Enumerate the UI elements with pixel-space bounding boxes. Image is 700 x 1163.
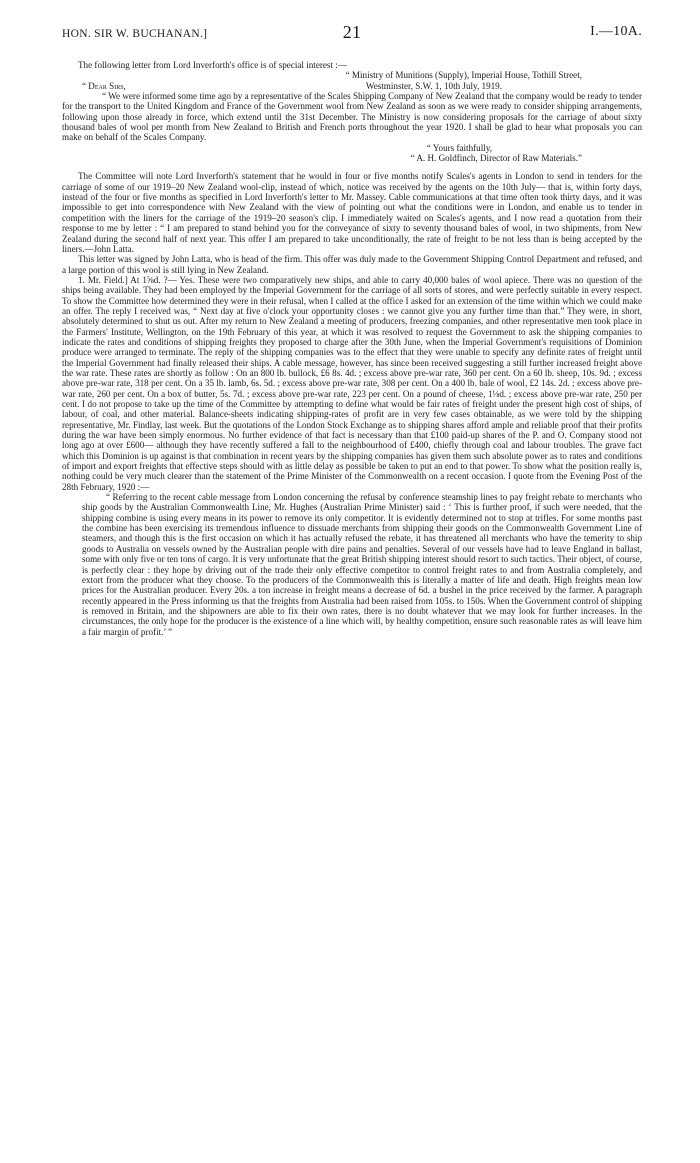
header-member-name: HON. SIR W. BUCHANAN.]	[62, 28, 208, 40]
letter-body: “ We were informed some time ago by a representative of the Scales Shipping Company of New Zealand that the company would be ready to tender for the transport to the United Kingdom and France of the Government wool from New Zealand as soon as we were ready to consider shipping arrangements, following upon those already in force, which extend until the 31st December. The Ministry is now considering proposals for the carriage of about sixty thousand bales of wool per month from New Zealand to British and French ports throughout the year 1920. I shall be glad to hear what proposals you can make on behalf of the Scales Company.	[62, 91, 642, 143]
letter-closing: “ Yours faithfully,	[426, 142, 492, 153]
paragraph: 1. Mr. Field.] At 1⅝d. ?— Yes. These were two comparatively new ships, and able to carry 40,000 bales of wool apiece. There was no question of the ships being available. They had been employed by the Imperial Government for the carriage of all sorts of stores, and were perfectly suitable in every respect. To show the Committee how determined they were in their refusal, when I called at the office I asked for an extension of the time within which we could make an offer. The reply I received was, “ Next day at five o'clock your opportunity closes : we cannot give you any further time than that.” They were, in short, absolutely determined to shut us out. After my return to New Zealand a meeting of producers, freezing companies, and other representative men took place in the Farmers' Institute, Wellington, on the 19th February of this year, at which it was resolved to request the Government to ask the shipping companies to indicate the rates and conditions of shipping freights they proposed to charge after the 30th June, when the Imperial Government's requisitions of Dominion produce were arranged to terminate. The reply of the shipping companies was to the effect that they were unable to specify any definite rates of freight until the Imperial Government had finally released their ships. A cable message, however, has since been received suggesting a still further increased freight above the war rate. These rates are shortly as follow : On an 800 lb. bullock, £6 8s. 4d. ; excess above pre-war rate, 360 per cent. On a 60 lb. sheep, 10s. 9d. ; excess above pre-war rate, 318 per cent. On a 35 lb. lamb, 6s. 5d. ; excess above pre-war rate, 308 per cent. On a 400 lb. bale of wool, £2 14s. 2d. ; excess above pre-war rate, 260 per cent. On a box of butter, 5s. 7d. ; excess above pre-war rate, 223 per cent. On a pound of cheese, 1⅛d. ; excess above pre-war rate, 250 per cent. I do not propose to take up the time of the Committee by attempting to define what would be fair rates of freight under the present high cost of ships, of labour, of coal, and other material. Balance-sheets indicating shipping-rates of profit are in very few cases obtainable, as we were told by the shipping representative, Mr. Findlay, last week. But the quotations of the London Stock Exchange as to shipping shares afford ample and reliable proof that their profits during the war have been simply enormous. No further evidence of that fact is necessary than that £100 paid-up shares of the P. and O. Company stood not long ago at over £600— although they have recently suffered a fall to the neighbourhood of £400, chiefly through coal and labour troubles. The grave fact which this Dominion is up against is that combination in recent years by the shipping companies has given them such absolute power as to rates and conditions of import and export freights that effective steps should with as little delay as possible be taken to put an end to that power. To show what the position really is, nothing could be very much clearer than the statement of the Prime Minister of the Commonwealth on a recent occasion. I quote from the Evening Post of the 28th February, 1920 :—	[62, 274, 642, 492]
letter-salutation-row	[62, 81, 642, 91]
letter-intro: The following letter from Lord Inverforth's office is of special interest :—	[78, 60, 347, 70]
block-quote: “ Referring to the recent cable message from London concerning the refusal by conference steamship lines to pay freight rebate to merchants who ship goods by the Australian Commonwealth Line, Mr. Hughes (Australian Prime Minister) said : ‘ This is further proof, if such were needed, that the shipping combine is using every means in its power to remove its only competitor. It is evidently determined not to stop at trifles. For some months past the combine has been exercising its tremendous influence to dissuade merchants from shipping their goods on the Commonwealth Government Line of steamers, and though this is the first occasion on which it has actually refused the rebate, it has threatened all merchants who have the temerity to ship goods to Australia on vessels owned by the Australian people with dire pains and penalties. Several of our vessels have had to leave England in ballast, some with only five or ten tons of cargo. It is very unfortunate that the great British shipping interest should resort to such tactics. Their object, of course, is perfectly clear : they hope by driving out of the trade their only effective competitor to control freight rates to and from Australia completely, and extort from the producer what they choose. To the producers of the Commonwealth this is literally a matter of life and death. High freights mean low prices for the Australian producer. Every 20s. a ton increase in freight means a decrease of 6d. a bushel in the price received by the farmer. A paragraph recently appeared in the Press informing us that the freights from Australia had been raised from 105s. to 150s. When the Government control of shipping is removed in Britain, and the shipowners are able to fix their own rates, there is no doubt whatever that we may look for further increases. In the circumstances, the only hope for the producer is the existence of a line which will, by healthy competition, ensure such reasonable rates as will leave him a fair margin of profit.’ ”	[82, 492, 642, 637]
letter-signature: “ A. H. Goldfinch, Director of Raw Materials.”	[410, 153, 582, 164]
page-header	[62, 22, 642, 44]
spacer	[62, 163, 642, 171]
document-reference: I.—10A.	[590, 24, 642, 39]
letter-salutation: “ Dear Sirs,	[82, 80, 126, 91]
document-body	[62, 60, 642, 637]
letter-address-line2: Westminster, S.W. 1, 10th July, 1919.	[365, 80, 502, 91]
paragraph: The Committee will note Lord Inverforth's statement that he would in four or five months notify Scales's agents in London to send in tenders for the carriage of some of our 1919–20 New Zealand wool-clip, instead of which, notice was received by the agents on the 10th July— that is, within forty days, instead of the four or five months as specified in Lord Inverforth's letter to Mr. Massey. Cable communications at that time often took thirty days, and it was impossible to get into correspondence with New Zealand with the view of pointing out what the conditions were in London, and enable us to tender in competition with the liners for the carriage of the 1919–20 season's clip. I immediately waited on Scales's agents, and I now read a quotation from their response to me by letter : “ I am prepared to stand behind you for the conveyance of sixty to seventy thousand bales of wool, in two shipments, from New Zealand during the second half of next year. This offer I am prepared to take unconditionally, the rate of freight to be not less than is being accepted by the liners.—John Latta.	[62, 171, 642, 254]
letter-address-line1: “ Ministry of Munitions (Supply), Imperial House, Tothill Street,	[345, 70, 582, 81]
paragraph: This letter was signed by John Latta, who is head of the firm. This offer was duly made to the Government Shipping Control Department and refused, and a large portion of this wool is still lying in New Zealand.	[62, 254, 642, 275]
page-number: 21	[342, 22, 362, 42]
